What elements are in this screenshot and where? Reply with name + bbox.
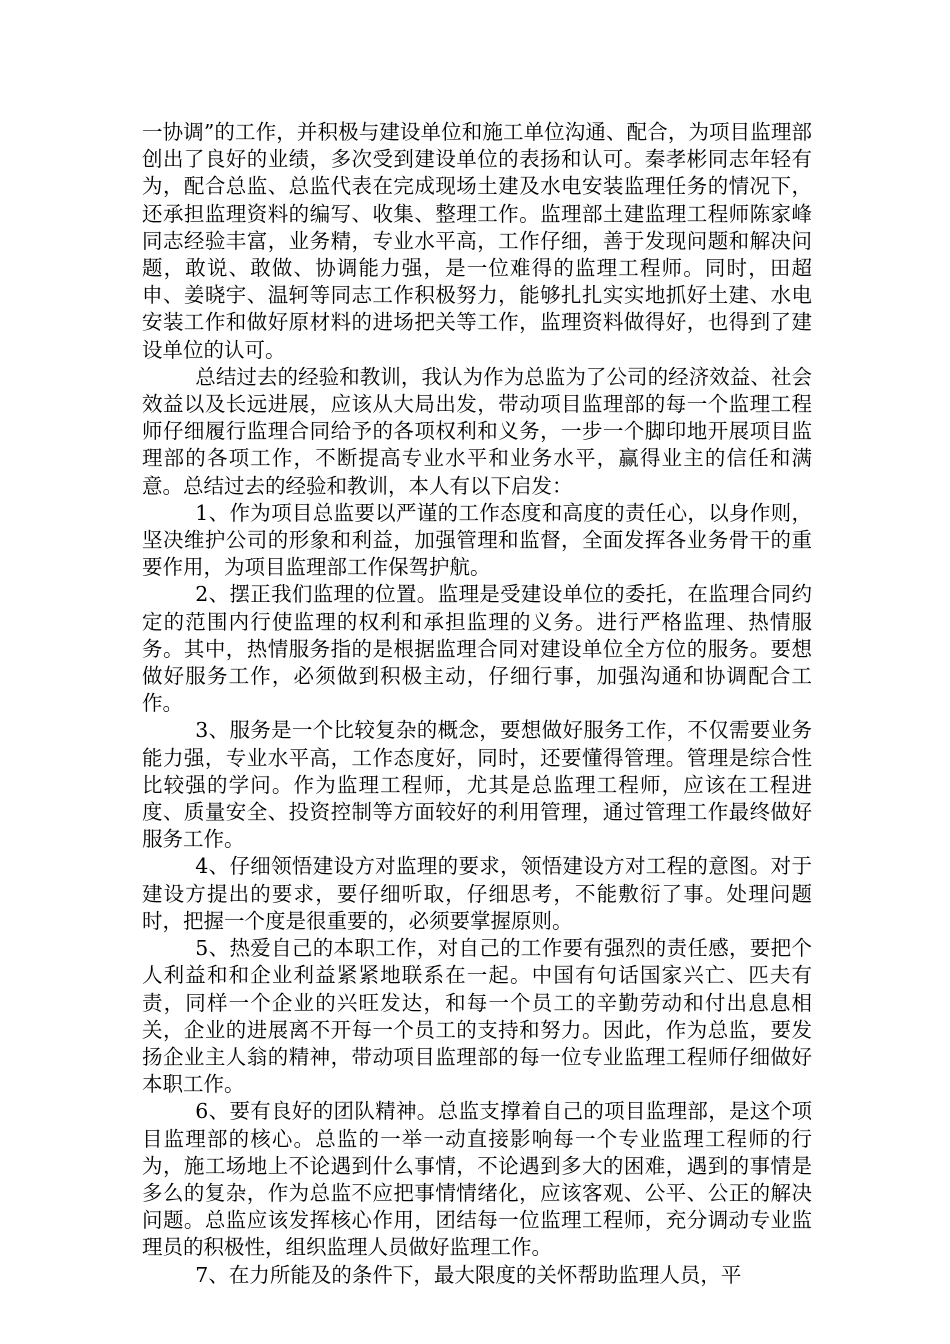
paragraph-3: 1、作为项目总监要以严谨的工作态度和高度的责任心，以身作则，坚决维护公司的形象和利益，加强管理和监督，全面发挥各业务骨干的重要作用，为项目监理部工作保驾护航。 (142, 500, 812, 580)
paragraph-7: 5、热爱自己的本职工作，对自己的工作要有强烈的责任感，要把个人利益和和企业利益紧紧地联系在一起。中国有句话国家兴亡、匹夫有责，同样一个企业的兴旺发达，和每一个员工的辛勤劳动和付出息息相关，企业的进展离不开每一个员工的支持和努力。因此，作为总监，要发扬企业主人翁的精神，带动项目监理部的每一位专业监理工程师仔细做好本职工作。 (142, 936, 812, 1097)
paragraph-2: 总结过去的经验和教训，我认为作为总监为了公司的经济效益、社会效益以及长远进展，应该从大局出发，带动项目监理部的每一个监理工程师仔细履行监理合同给予的各项权利和义务，一步一个脚印地开展项目监理部的各项工作，不断提高专业水平和业务水平，赢得业主的信任和满意。总结过去的经验和教训，本人有以下启发： (142, 364, 812, 498)
paragraph-9: 7、在力所能及的条件下，最大限度的关怀帮助监理人员，平 (195, 1262, 742, 1287)
paragraph-1: 一协调”的工作，并积极与建设单位和施工单位沟通、配合，为项目监理部创出了良好的业绩，多次受到建设单位的表扬和认可。秦孝彬同志年轻有为，配合总监、总监代表在完成现场土建及水电安装监理任务的情况下，还承担监理资料的编写、收集、整理工作。监理部土建监理工程师陈家峰同志经验丰富，业务精，专业水平高，工作仔细，善于发现问题和解决问题，敢说、敢做、协调能力强，是一位难得的监理工程师。同时，田超申、姜晓宇、温轲等同志工作积极努力，能够扎扎实实地抓好土建、水电安装工作和做好原材料的进场把关等工作，监理资料做得好，也得到了建设单位的认可。 (142, 120, 812, 362)
paragraph-5: 3、服务是一个比较复杂的概念，要想做好服务工作，不仅需要业务能力强，专业水平高，工作态度好，同时，还要懂得管理。管理是综合性比较强的学问。作为监理工程师，尤其是总监理工程师，应该在工程进度、质量安全、投资控制等方面较好的利用管理，通过管理工作最终做好服务工作。 (142, 718, 812, 852)
paragraph-8: 6、要有良好的团队精神。总监支撑着自己的项目监理部，是这个项目监理部的核心。总监的一举一动直接影响每一个专业监理工程师的行为，施工场地上不论遇到什么事情，不论遇到多大的困难，遇到的事情是多么的复杂，作为总监不应把事情情绪化，应该客观、公平、公正的解决问题。总监应该发挥核心作用，团结每一位监理工程师，充分调动专业监理员的积极性，组织监理人员做好监理工作。 (142, 1099, 812, 1260)
paragraph-4: 2、摆正我们监理的位置。监理是受建设单位的委托，在监理合同约定的范围内行使监理的权利和承担监理的义务。进行严格监理、热情服务。其中，热情服务指的是根据监理合同对建设单位全方位的服务。要想做好服务工作，必须做到积极主动，仔细行事，加强沟通和协调配合工作。 (142, 582, 812, 716)
paragraph-6: 4、仔细领悟建设方对监理的要求，领悟建设方对工程的意图。对于建设方提出的要求，要仔细听取，仔细思考，不能敷衍了事。处理问题时，把握一个度是很重要的，必须要掌握原则。 (142, 854, 812, 933)
body-text (142, 119, 812, 1289)
